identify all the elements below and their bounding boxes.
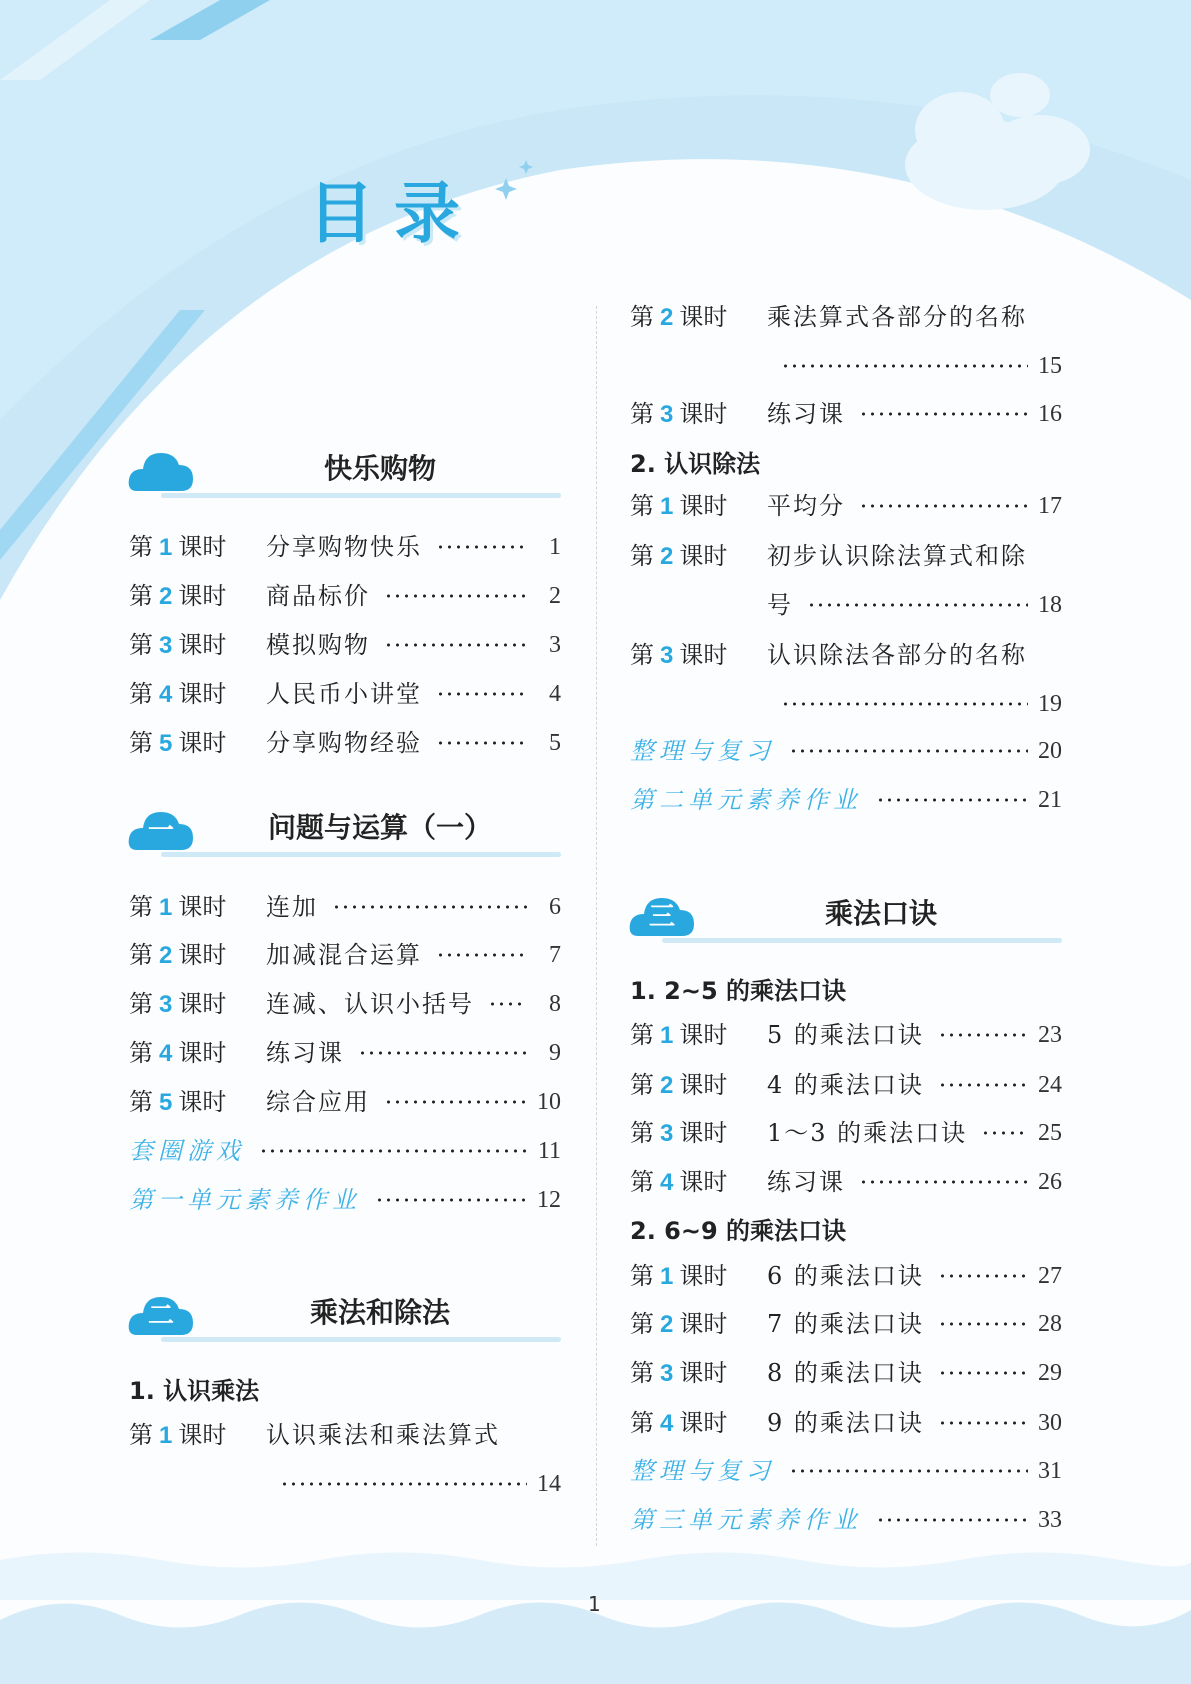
- unit-underline: [161, 852, 561, 857]
- dot-leader: [384, 1100, 527, 1104]
- lesson-suffix: 课时: [178, 630, 227, 659]
- page-ref: 31: [1038, 1458, 1062, 1484]
- cloud-badge-icon: [127, 449, 195, 493]
- lesson-suffix: 课时: [679, 1020, 728, 1049]
- entry-title: 平均分: [767, 492, 845, 520]
- lesson-prefix: 第: [630, 399, 654, 428]
- lesson-label: [630, 394, 767, 435]
- lesson-label: [129, 625, 266, 666]
- lesson-suffix: 课时: [679, 1261, 728, 1290]
- unit-underline: [161, 1337, 561, 1342]
- lesson-number: 2: [660, 1310, 674, 1338]
- entry-title: 练习课: [767, 1168, 845, 1196]
- page-ref: 15: [1038, 353, 1062, 379]
- dot-leader: [259, 1149, 527, 1153]
- dot-leader: [384, 643, 527, 647]
- entry-title: 5 的乘法口诀: [767, 1021, 924, 1049]
- lesson-suffix: 课时: [679, 1070, 728, 1099]
- toc-entry[interactable]: [129, 935, 561, 975]
- entry-title: 4 的乘法口诀: [767, 1071, 924, 1099]
- unit-title: 问题与运算（一）: [267, 811, 492, 844]
- lesson-number: 5: [159, 1088, 173, 1116]
- column-divider: [596, 306, 597, 1546]
- dot-leader: [384, 594, 527, 598]
- toc-entry[interactable]: [129, 674, 561, 714]
- page-ref: 33: [1038, 1507, 1062, 1533]
- dot-leader: [981, 1131, 1028, 1135]
- lesson-suffix: 课时: [679, 399, 728, 428]
- section-title: 1. 2~5 的乘法口诀: [630, 977, 847, 1005]
- entry-title: 整理与复习: [630, 1457, 775, 1485]
- lesson-suffix: 课时: [679, 1167, 728, 1196]
- lesson-suffix: 课时: [178, 1420, 227, 1449]
- lesson-label: [630, 1304, 767, 1345]
- lesson-label: [129, 887, 266, 928]
- entry-title-continuation: 号: [767, 591, 793, 619]
- page-ref: 4: [549, 681, 561, 707]
- lesson-number: 3: [660, 1359, 674, 1387]
- entry-title: 连加: [266, 893, 318, 921]
- toc-entry[interactable]: [630, 1015, 1062, 1055]
- page-ref: 3: [549, 632, 561, 658]
- toc-entry[interactable]: [129, 723, 561, 763]
- page-ref: 5: [549, 730, 561, 756]
- toc-entry[interactable]: [630, 1162, 1062, 1202]
- page-ref: 23: [1038, 1022, 1062, 1048]
- toc-entry-continuation[interactable]: [129, 1464, 561, 1504]
- section-heading: [630, 971, 1062, 1011]
- entry-title: 初步认识除法算式和除: [767, 542, 1027, 570]
- unit-title: 乘法和除法: [309, 1296, 450, 1329]
- section-heading: [630, 1211, 1062, 1251]
- unit-underline: [662, 938, 1062, 943]
- lesson-prefix: 第: [630, 541, 654, 570]
- dot-leader: [859, 412, 1028, 416]
- lesson-number: 1: [660, 492, 674, 520]
- lesson-label: [129, 1415, 266, 1456]
- lesson-label: [630, 536, 767, 577]
- lesson-number: 2: [660, 303, 674, 331]
- lesson-prefix: 第: [630, 302, 654, 331]
- unit-number: 一: [147, 816, 174, 846]
- toc-entry[interactable]: [129, 887, 561, 927]
- toc-entry[interactable]: [630, 635, 1062, 675]
- lesson-suffix: 课时: [679, 491, 728, 520]
- dot-leader: [938, 1421, 1028, 1425]
- lesson-label: [129, 1033, 266, 1074]
- lesson-label: [129, 984, 266, 1025]
- lesson-prefix: 第: [129, 940, 153, 969]
- entry-title: 商品标价: [266, 582, 370, 610]
- lesson-label: [630, 1403, 767, 1444]
- entry-title: 分享购物经验: [266, 729, 422, 757]
- entry-title: 第一单元素养作业: [129, 1186, 361, 1214]
- lesson-label: [630, 297, 767, 338]
- entry-title: 模拟购物: [266, 631, 370, 659]
- page-ref: 19: [1038, 691, 1062, 717]
- lesson-prefix: 第: [129, 1038, 153, 1067]
- lesson-label: [630, 635, 767, 676]
- lesson-label: [129, 1082, 266, 1123]
- unit-title: 快乐购物: [323, 452, 436, 485]
- page-ref: 27: [1038, 1263, 1062, 1289]
- toc-entry[interactable]: [129, 1082, 561, 1122]
- toc-entry[interactable]: [630, 394, 1062, 434]
- page-ref: 12: [537, 1187, 561, 1213]
- page-ref: 11: [537, 1138, 561, 1164]
- entry-title: 人民币小讲堂: [266, 680, 422, 708]
- lesson-suffix: 课时: [679, 1309, 728, 1338]
- lesson-prefix: 第: [630, 1358, 654, 1387]
- lesson-prefix: 第: [630, 640, 654, 669]
- lesson-suffix: 课时: [178, 532, 227, 561]
- entry-title: 8 的乘法口诀: [767, 1359, 924, 1387]
- toc-entry[interactable]: [630, 1256, 1062, 1296]
- dot-leader: [332, 905, 527, 909]
- lesson-prefix: 第: [630, 1309, 654, 1338]
- entry-title: 认识乘法和乘法算式: [266, 1421, 500, 1449]
- dot-leader: [938, 1274, 1028, 1278]
- entry-title: 第二单元素养作业: [630, 786, 862, 814]
- toc-entry[interactable]: [630, 536, 1062, 576]
- lesson-number: 1: [159, 893, 173, 921]
- unit-header: [129, 452, 561, 529]
- section-title: 1. 认识乘法: [129, 1377, 260, 1405]
- lesson-prefix: 第: [630, 1020, 654, 1049]
- lesson-suffix: 课时: [178, 1087, 227, 1116]
- entry-title: 连减、认识小括号: [266, 990, 474, 1018]
- dot-leader: [807, 603, 1028, 607]
- lesson-suffix: 课时: [679, 541, 728, 570]
- lesson-suffix: 课时: [178, 989, 227, 1018]
- lesson-prefix: 第: [129, 1087, 153, 1116]
- lesson-suffix: 课时: [679, 1408, 728, 1437]
- section-heading: [630, 444, 1062, 484]
- dot-leader: [436, 545, 527, 549]
- page-ref: 20: [1038, 738, 1062, 764]
- lesson-number: 1: [159, 1421, 173, 1449]
- dot-leader: [436, 953, 527, 957]
- lesson-number: 5: [159, 729, 173, 757]
- lesson-label: [630, 1015, 767, 1056]
- lesson-number: 3: [660, 400, 674, 428]
- unit-title: 乘法口诀: [824, 897, 937, 930]
- page-title: 目录: [308, 175, 480, 252]
- lesson-suffix: 课时: [178, 892, 227, 921]
- dot-leader: [789, 749, 1028, 753]
- dot-leader: [781, 364, 1028, 368]
- dot-leader: [488, 1002, 527, 1006]
- toc-entry-continuation[interactable]: [630, 346, 1062, 386]
- lesson-number: 3: [660, 1119, 674, 1147]
- lesson-prefix: 第: [129, 1420, 153, 1449]
- dot-leader: [280, 1482, 527, 1486]
- section-heading: [129, 1371, 561, 1411]
- lesson-label: [630, 1065, 767, 1106]
- lesson-number: 1: [159, 533, 173, 561]
- lesson-prefix: 第: [630, 1070, 654, 1099]
- lesson-suffix: 课时: [178, 1038, 227, 1067]
- entry-title: 套圈游戏: [129, 1137, 245, 1165]
- lesson-prefix: 第: [129, 892, 153, 921]
- page-ref: 8: [549, 991, 561, 1017]
- lesson-prefix: 第: [129, 679, 153, 708]
- lesson-label: [630, 1353, 767, 1394]
- unit-header: [129, 1296, 561, 1373]
- lesson-suffix: 课时: [178, 728, 227, 757]
- page-ref: 30: [1038, 1410, 1062, 1436]
- entry-title: 乘法算式各部分的名称: [767, 303, 1027, 331]
- unit-underline: [161, 493, 561, 498]
- toc-entry[interactable]: [129, 984, 561, 1024]
- toc-entry[interactable]: [630, 1065, 1062, 1105]
- entry-title: 6 的乘法口诀: [767, 1262, 924, 1290]
- toc-entry[interactable]: [630, 486, 1062, 526]
- lesson-label: [129, 935, 266, 976]
- section-title: 2. 6~9 的乘法口诀: [630, 1217, 847, 1245]
- toc-entry[interactable]: [630, 1353, 1062, 1393]
- page-ref: 7: [549, 942, 561, 968]
- page-ref: 14: [537, 1471, 561, 1497]
- lesson-number: 2: [660, 1071, 674, 1099]
- lesson-label: [630, 1256, 767, 1297]
- lesson-number: 2: [660, 542, 674, 570]
- lesson-prefix: 第: [630, 491, 654, 520]
- lesson-suffix: 课时: [679, 1358, 728, 1387]
- entry-title: 练习课: [767, 400, 845, 428]
- lesson-number: 1: [660, 1021, 674, 1049]
- lesson-prefix: 第: [129, 581, 153, 610]
- page-ref: 28: [1038, 1311, 1062, 1337]
- lesson-number: 4: [159, 680, 173, 708]
- dot-leader: [358, 1051, 527, 1055]
- page-ref: 24: [1038, 1072, 1062, 1098]
- page-ref: 17: [1038, 493, 1062, 519]
- lesson-prefix: 第: [630, 1408, 654, 1437]
- toc-entry[interactable]: [630, 1403, 1062, 1443]
- entry-title: 加减混合运算: [266, 941, 422, 969]
- dot-leader: [938, 1033, 1028, 1037]
- page-number: 1: [588, 1592, 601, 1616]
- entry-title: 7 的乘法口诀: [767, 1310, 924, 1338]
- toc-entry[interactable]: [630, 1304, 1062, 1344]
- page-ref: 29: [1038, 1360, 1062, 1386]
- section-title: 2. 认识除法: [630, 450, 761, 478]
- entry-title: 第三单元素养作业: [630, 1506, 862, 1534]
- lesson-label: [129, 527, 266, 568]
- lesson-prefix: 第: [630, 1167, 654, 1196]
- lesson-suffix: 课时: [679, 640, 728, 669]
- toc-entry-continuation[interactable]: [630, 684, 1062, 724]
- page-ref: 25: [1038, 1120, 1062, 1146]
- lesson-label: [630, 486, 767, 527]
- lesson-label: [630, 1162, 767, 1203]
- dot-leader: [859, 504, 1028, 508]
- toc-entry[interactable]: [630, 780, 1062, 820]
- lesson-number: 4: [660, 1409, 674, 1437]
- toc-entry[interactable]: [129, 576, 561, 616]
- dot-leader: [375, 1198, 527, 1202]
- lesson-prefix: 第: [129, 728, 153, 757]
- lesson-number: 3: [159, 631, 173, 659]
- dot-leader: [938, 1083, 1028, 1087]
- lesson-number: 2: [159, 582, 173, 610]
- lesson-prefix: 第: [630, 1261, 654, 1290]
- page-ref: 21: [1038, 787, 1062, 813]
- entry-title: 综合应用: [266, 1088, 370, 1116]
- lesson-number: 3: [660, 641, 674, 669]
- toc-entry[interactable]: [129, 1033, 561, 1073]
- lesson-prefix: 第: [129, 532, 153, 561]
- dot-leader: [938, 1371, 1028, 1375]
- lesson-label: [129, 674, 266, 715]
- lesson-prefix: 第: [630, 1118, 654, 1147]
- page-ref: 1: [549, 534, 561, 560]
- lesson-suffix: 课时: [178, 581, 227, 610]
- lesson-number: 4: [159, 1039, 173, 1067]
- entry-title: 认识除法各部分的名称: [767, 641, 1027, 669]
- page-ref: 16: [1038, 401, 1062, 427]
- dot-leader: [781, 702, 1028, 706]
- page-ref: 18: [1038, 592, 1062, 618]
- dot-leader: [436, 692, 527, 696]
- toc-entry[interactable]: [630, 1500, 1062, 1540]
- toc-entry[interactable]: [129, 1415, 561, 1455]
- toc-entry[interactable]: [129, 625, 561, 665]
- page-ref: 9: [549, 1040, 561, 1066]
- lesson-label: [129, 576, 266, 617]
- toc-entry[interactable]: [129, 527, 561, 567]
- entry-title: 9 的乘法口诀: [767, 1409, 924, 1437]
- lesson-suffix: 课时: [178, 940, 227, 969]
- dot-leader: [436, 741, 527, 745]
- lesson-suffix: 课时: [679, 1118, 728, 1147]
- dot-leader: [876, 1518, 1028, 1522]
- entry-title: 练习课: [266, 1039, 344, 1067]
- dot-leader: [859, 1180, 1028, 1184]
- toc-entry[interactable]: [630, 1113, 1062, 1153]
- lesson-label: [630, 1113, 767, 1154]
- lesson-number: 1: [660, 1262, 674, 1290]
- entry-title: 整理与复习: [630, 737, 775, 765]
- page-ref: 10: [537, 1089, 561, 1115]
- lesson-suffix: 课时: [679, 302, 728, 331]
- toc-entry[interactable]: [129, 1180, 561, 1220]
- lesson-number: 2: [159, 941, 173, 969]
- lesson-number: 3: [159, 990, 173, 1018]
- lesson-prefix: 第: [129, 630, 153, 659]
- page-ref: 26: [1038, 1169, 1062, 1195]
- toc-entry[interactable]: [630, 297, 1062, 337]
- toc-entry[interactable]: [129, 1131, 561, 1171]
- unit-header: [630, 897, 1062, 974]
- unit-header: [129, 811, 561, 888]
- dot-leader: [876, 798, 1028, 802]
- entry-title: 分享购物快乐: [266, 533, 422, 561]
- lesson-suffix: 课时: [178, 679, 227, 708]
- toc-entry[interactable]: [630, 1451, 1062, 1491]
- page-ref: 6: [549, 894, 561, 920]
- toc-entry-continuation[interactable]: [630, 585, 1062, 625]
- toc-entry[interactable]: [630, 731, 1062, 771]
- page-ref: 2: [549, 583, 561, 609]
- lesson-number: 4: [660, 1168, 674, 1196]
- dot-leader: [789, 1469, 1028, 1473]
- dot-leader: [938, 1322, 1028, 1326]
- lesson-label: [129, 723, 266, 764]
- lesson-prefix: 第: [129, 989, 153, 1018]
- unit-number: 二: [147, 1301, 174, 1331]
- unit-number: 三: [648, 902, 675, 932]
- entry-title: 1～3 的乘法口诀: [767, 1119, 968, 1147]
